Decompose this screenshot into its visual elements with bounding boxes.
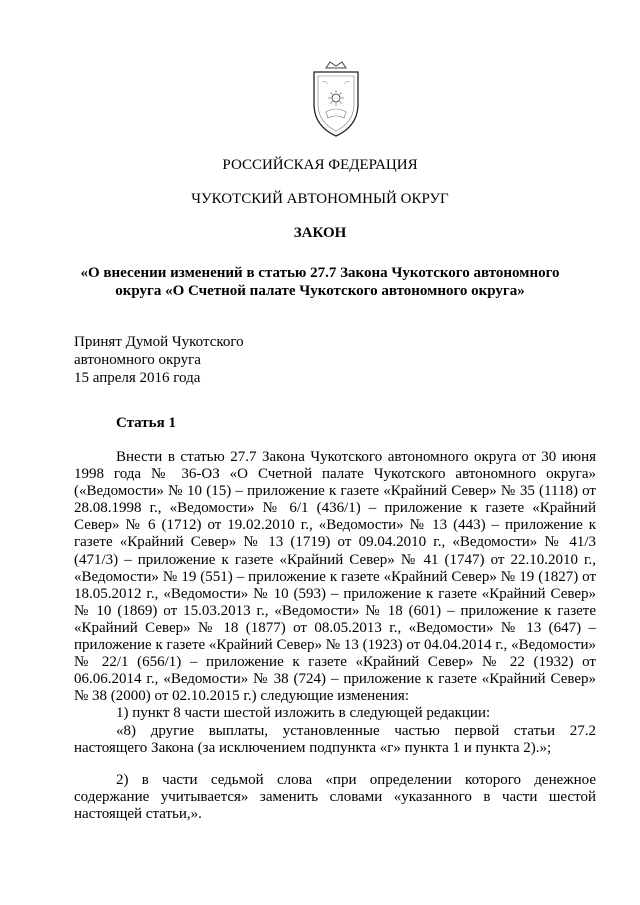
article-intro-paragraph: Внести в статью 27.7 Закона Чукотского автономного округа от 30 июня 1998 года № 36-ОЗ «О Счетной палате Чукотского автономного округа» («Ведомости» № 10 (15) – приложение к газете «Крайний Север» № 35 (1118) от 28.08.1998 г., «Ведомости» № 6/1 (436/1) – приложение к газете «Крайний Север» № 6 (1712) от 19.02.2010 г., «Ведомости» № 13 (443) – приложение к газете «Крайний Север» № 13 (1719) от 09.04.2010 г., «Ведомости» № 41/3 (471/3) – приложение к газете «Крайний Север» № 41 (1747) от 22.10.2010 г., «Ведомости» № 19 (551) – приложение к газете «Крайний Север» № 19 (1827) от 18.05.2012 г., «Ведомости» № 10 (593) – приложение к газете «Крайний Север» № 10 (1869) от 15.03.2013 г., «Ведомости» № 18 (601) – приложение к газете «Крайний Север» № 18 (1877) от 08.05.2013 г., «Ведомости» № 13 (647) – приложение к газете «Крайний Север» № 13 (1923) от 04.04.2014 г., «Ведомости» № 22/1 (656/1) – приложение к газете «Крайний Север» № 22 (1932) от 06.06.2014 г., «Ведомости» № 38 (724) – приложение к газете «Крайний Север» № 38 (2000) от 02.10.2015 г.) следующие изменения: [74,449,596,705]
region-heading: ЧУКОТСКИЙ АВТОНОМНЫЙ ОКРУГ [191,191,449,207]
amendment-item-1-text: «8) другие выплаты, установленные частью первой статьи 27.2 настоящего Закона (за исключением подпункта «г» пункта 1 и пункта 2).»; [74,722,596,756]
law-title-line-1: «О внесении изменений в статью 27.7 Закона Чукотского автономного [80,265,560,281]
law-title-line-2: округа «О Счетной палате Чукотского автономного округа» [115,283,525,299]
adoption-line-2: автономного округа [74,352,201,368]
amendment-item-2: 2) в части седьмой слова «при определении которого денежное содержание учитывается» заменить словами «указанного в части шестой настоящей статьи,». [74,772,596,823]
article-body-continued [74,772,596,823]
coat-of-arms-emblem-icon [304,58,368,138]
adoption-line-1: Принят Думой Чукотского [74,334,244,350]
article-body [74,449,596,757]
article-heading: Статья 1 [116,415,176,431]
country-heading: РОССИЙСКАЯ ФЕДЕРАЦИЯ [222,157,418,173]
amendment-item-1: 1) пункт 8 части шестой изложить в следующей редакции: [116,705,491,722]
adoption-date: 15 апреля 2016 года [74,370,201,386]
document-type-heading: ЗАКОН [293,225,347,241]
